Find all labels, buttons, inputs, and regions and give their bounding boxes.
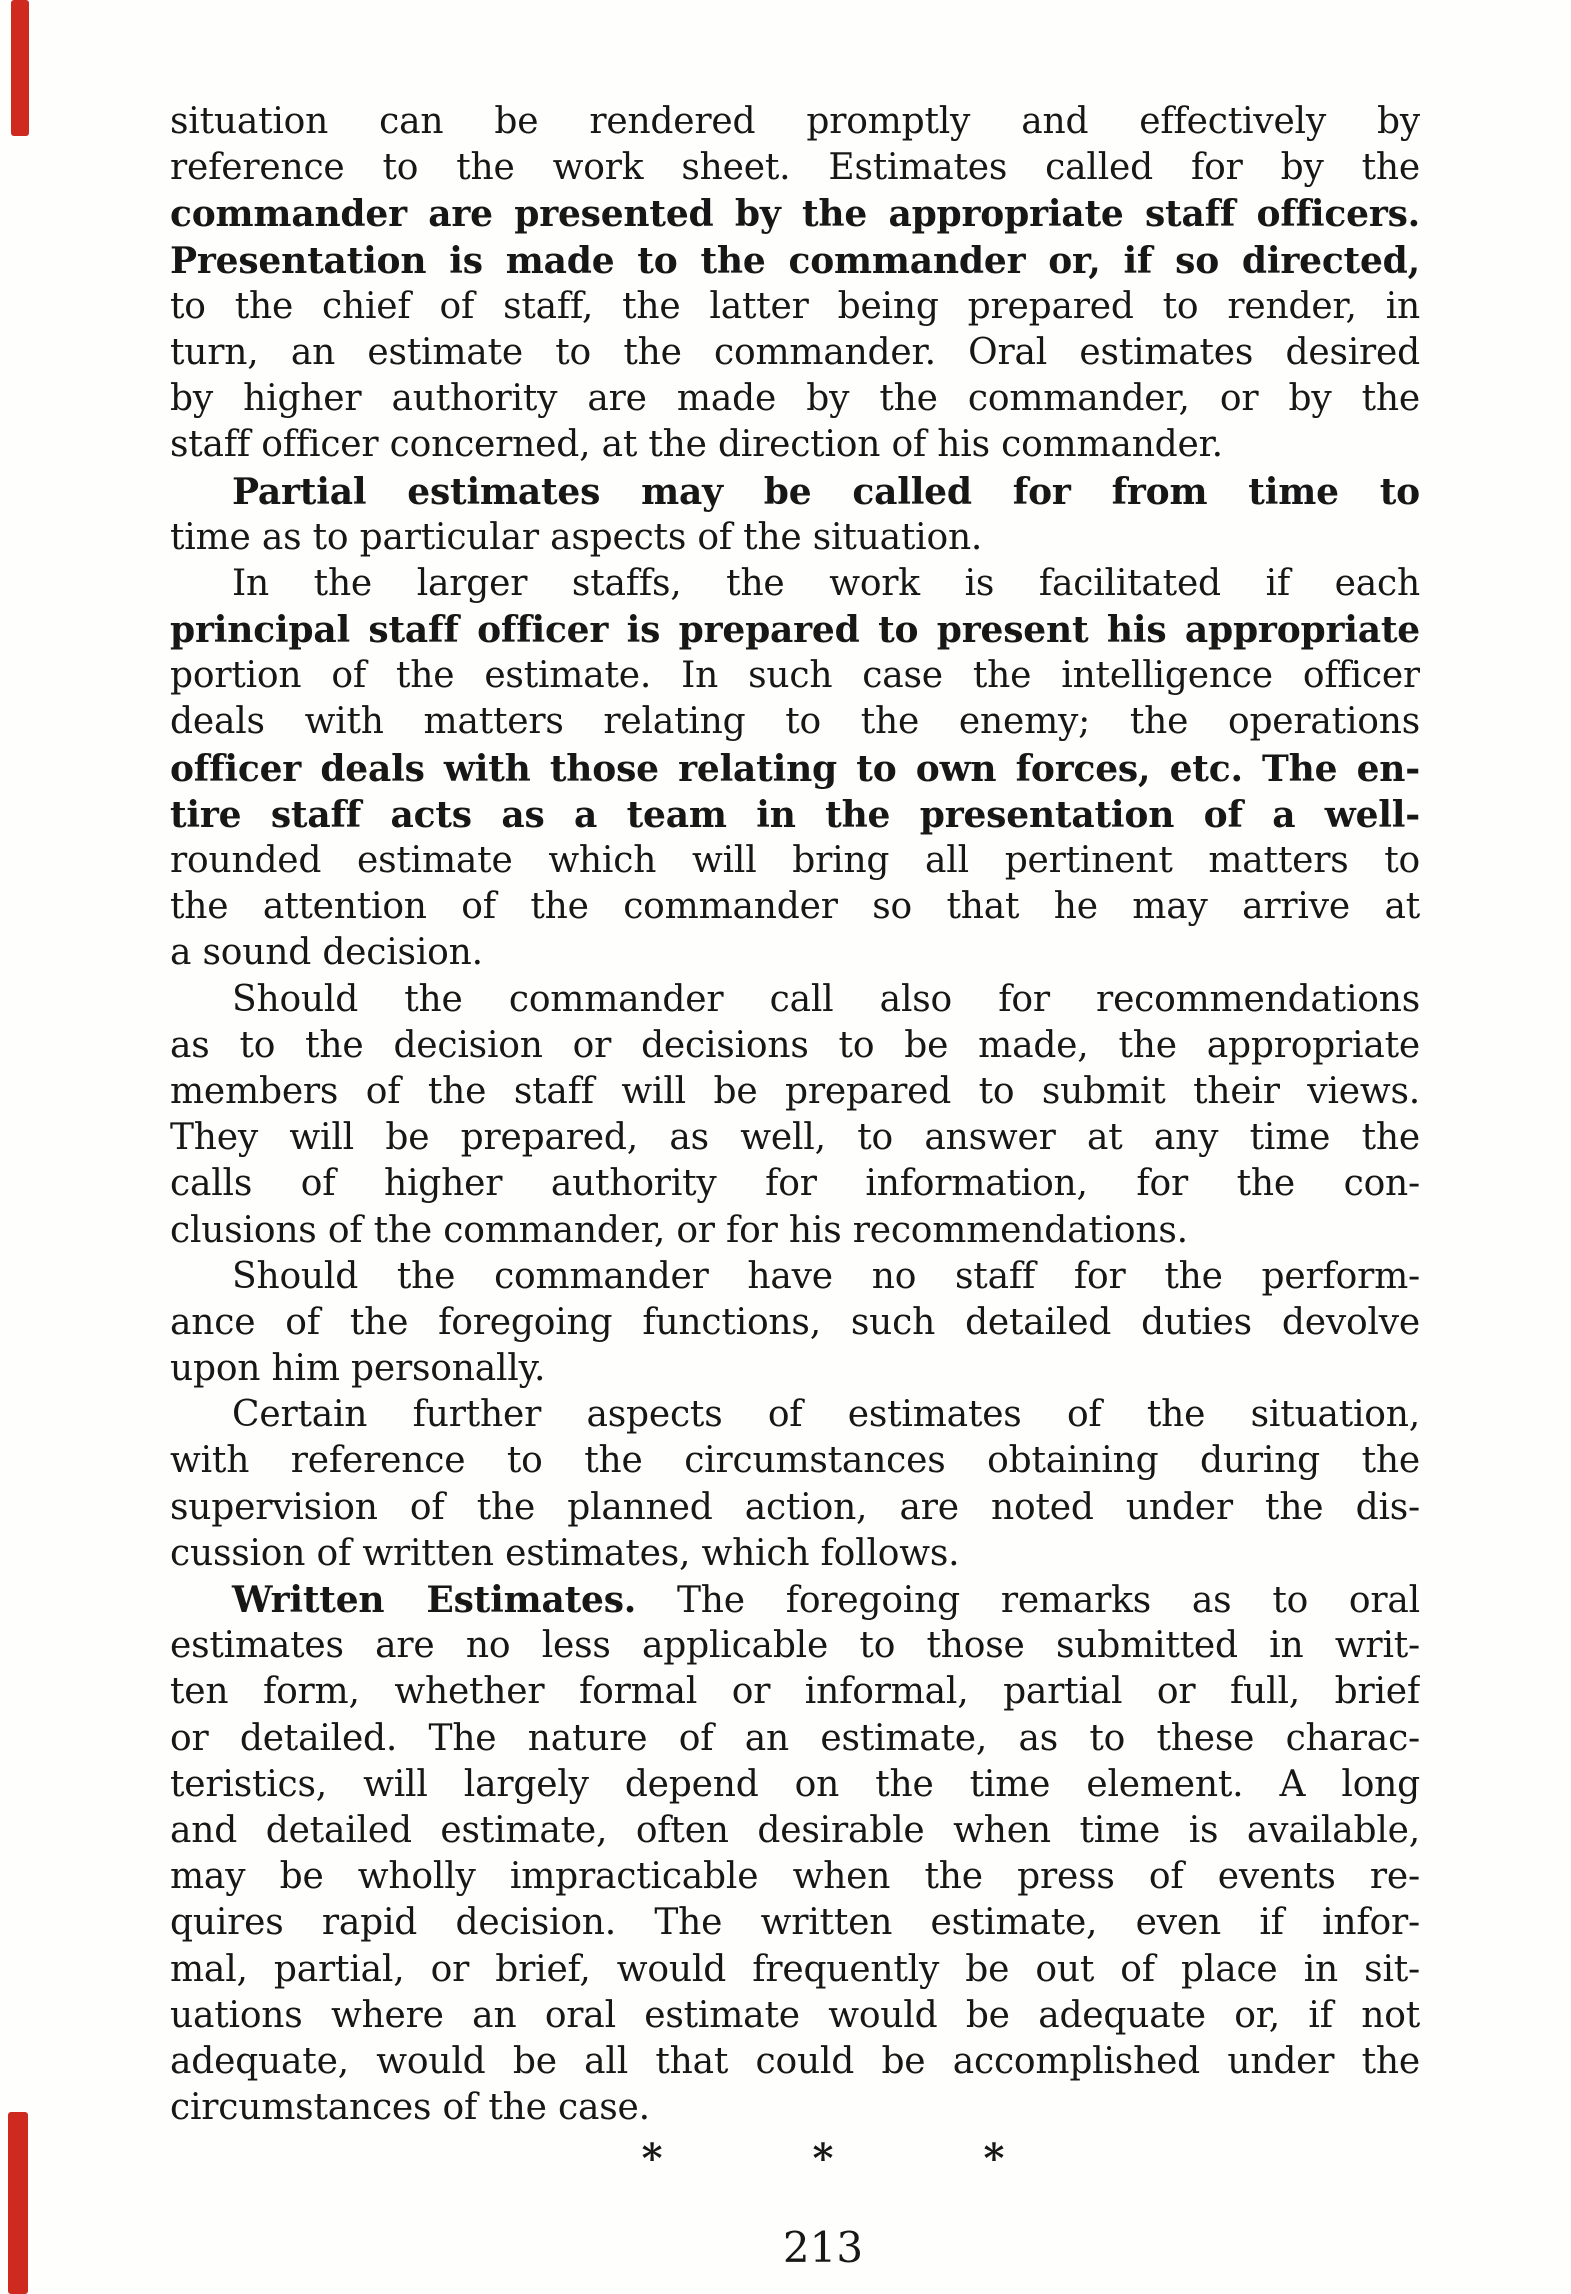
text-line: reference to the work sheet. Estimates called for by the [170,147,1420,189]
text-line: portion of the estimate. In such case the intelligence officer [170,655,1420,697]
text-line: Certain further aspects of estimates of the situation, [232,1394,1420,1436]
asterisk-glyph: * [641,2135,663,2182]
text-line: Should the commander call also for recommendations [232,978,1420,1020]
text-line: Partial estimates may be called for from time to [232,470,1420,513]
text-line: time as to particular aspects of the situation. [170,516,983,558]
text-line: deals with matters relating to the enemy; the operations [170,701,1420,743]
bold-lead-in: Written Estimates. [232,1579,637,1621]
text-line: to the chief of staff, the latter being prepared to render, in [170,285,1420,327]
text-line: uations where an oral estimate would be adequate or, if not [170,1994,1420,2036]
text-line: principal staff officer is prepared to present his appropriate [170,609,1420,652]
text-line: rounded estimate which will bring all pertinent matters to [170,840,1420,881]
text-line: Presentation is made to the commander or, if so directed, [170,239,1420,282]
body-text-block [170,99,1420,2131]
text-line: mal, partial, or brief, would frequently be out of place in sit- [170,1948,1420,1990]
text-line: circumstances of the case. [170,2087,650,2129]
text-line: a sound decision. [170,932,483,974]
text-line: Written Estimates. The foregoing remarks as to oral [232,1579,1420,1621]
red-scan-mark-bottom [8,2112,28,2294]
text-line: may be wholly impracticable when the press of events re- [170,1856,1420,1898]
text-line: with reference to the circumstances obtaining during the [170,1440,1420,1482]
text-line: clusions of the commander, or for his recommendations. [170,1209,1188,1251]
asterisk-glyph: * [983,2135,1005,2182]
text-line: supervision of the planned action, are noted under the dis- [170,1486,1420,1528]
text-line: by higher authority are made by the commander, or by the [170,378,1420,420]
text-line: or detailed. The nature of an estimate, as to these charac- [170,1717,1420,1759]
text-line: as to the decision or decisions to be made, the appropriate [170,1024,1420,1066]
text-line: teristics, will largely depend on the time element. A long [170,1763,1420,1805]
text-line: quires rapid decision. The written estimate, even if infor- [170,1902,1420,1944]
text-line: members of the staff will be prepared to submit their views. [170,1070,1420,1112]
text-line: officer deals with those relating to own forces, etc. The en- [170,747,1420,790]
text-line: estimates are no less applicable to those submitted in writ- [170,1625,1420,1667]
text-line: and detailed estimate, often desirable when time is available, [170,1809,1420,1851]
asterisk-glyph: * [812,2135,834,2182]
text-line: cussion of written estimates, which follows. [170,1532,960,1574]
text-line: ten form, whether formal or informal, partial or full, brief [170,1671,1420,1713]
text-line: commander are presented by the appropriate staff officers. [170,193,1420,236]
section-break-asterisks [198,2136,1448,2182]
text-line: Should the commander have no staff for the perform- [232,1255,1420,1297]
text-line: In the larger staffs, the work is facilitated if each [232,562,1420,604]
text-line: They will be prepared, as well, to answer at any time the [170,1117,1420,1159]
page-number: 213 [782,2223,864,2272]
text-line: upon him personally. [170,1348,546,1390]
text-line: ance of the foregoing functions, such detailed duties devolve [170,1301,1420,1343]
red-scan-mark-top [11,0,29,136]
text-line: adequate, would be all that could be accomplished under the [170,2040,1420,2082]
text-line: staff officer concerned, at the direction of his commander. [170,424,1223,466]
text-line: turn, an estimate to the commander. Oral estimates desired [170,331,1420,373]
text-line: situation can be rendered promptly and effectively by [170,101,1420,142]
text-line: calls of higher authority for information, for the con- [170,1163,1420,1205]
text-line: tire staff acts as a team in the presentation of a well- [170,793,1420,836]
text-line: the attention of the commander so that he may arrive at [170,886,1420,928]
